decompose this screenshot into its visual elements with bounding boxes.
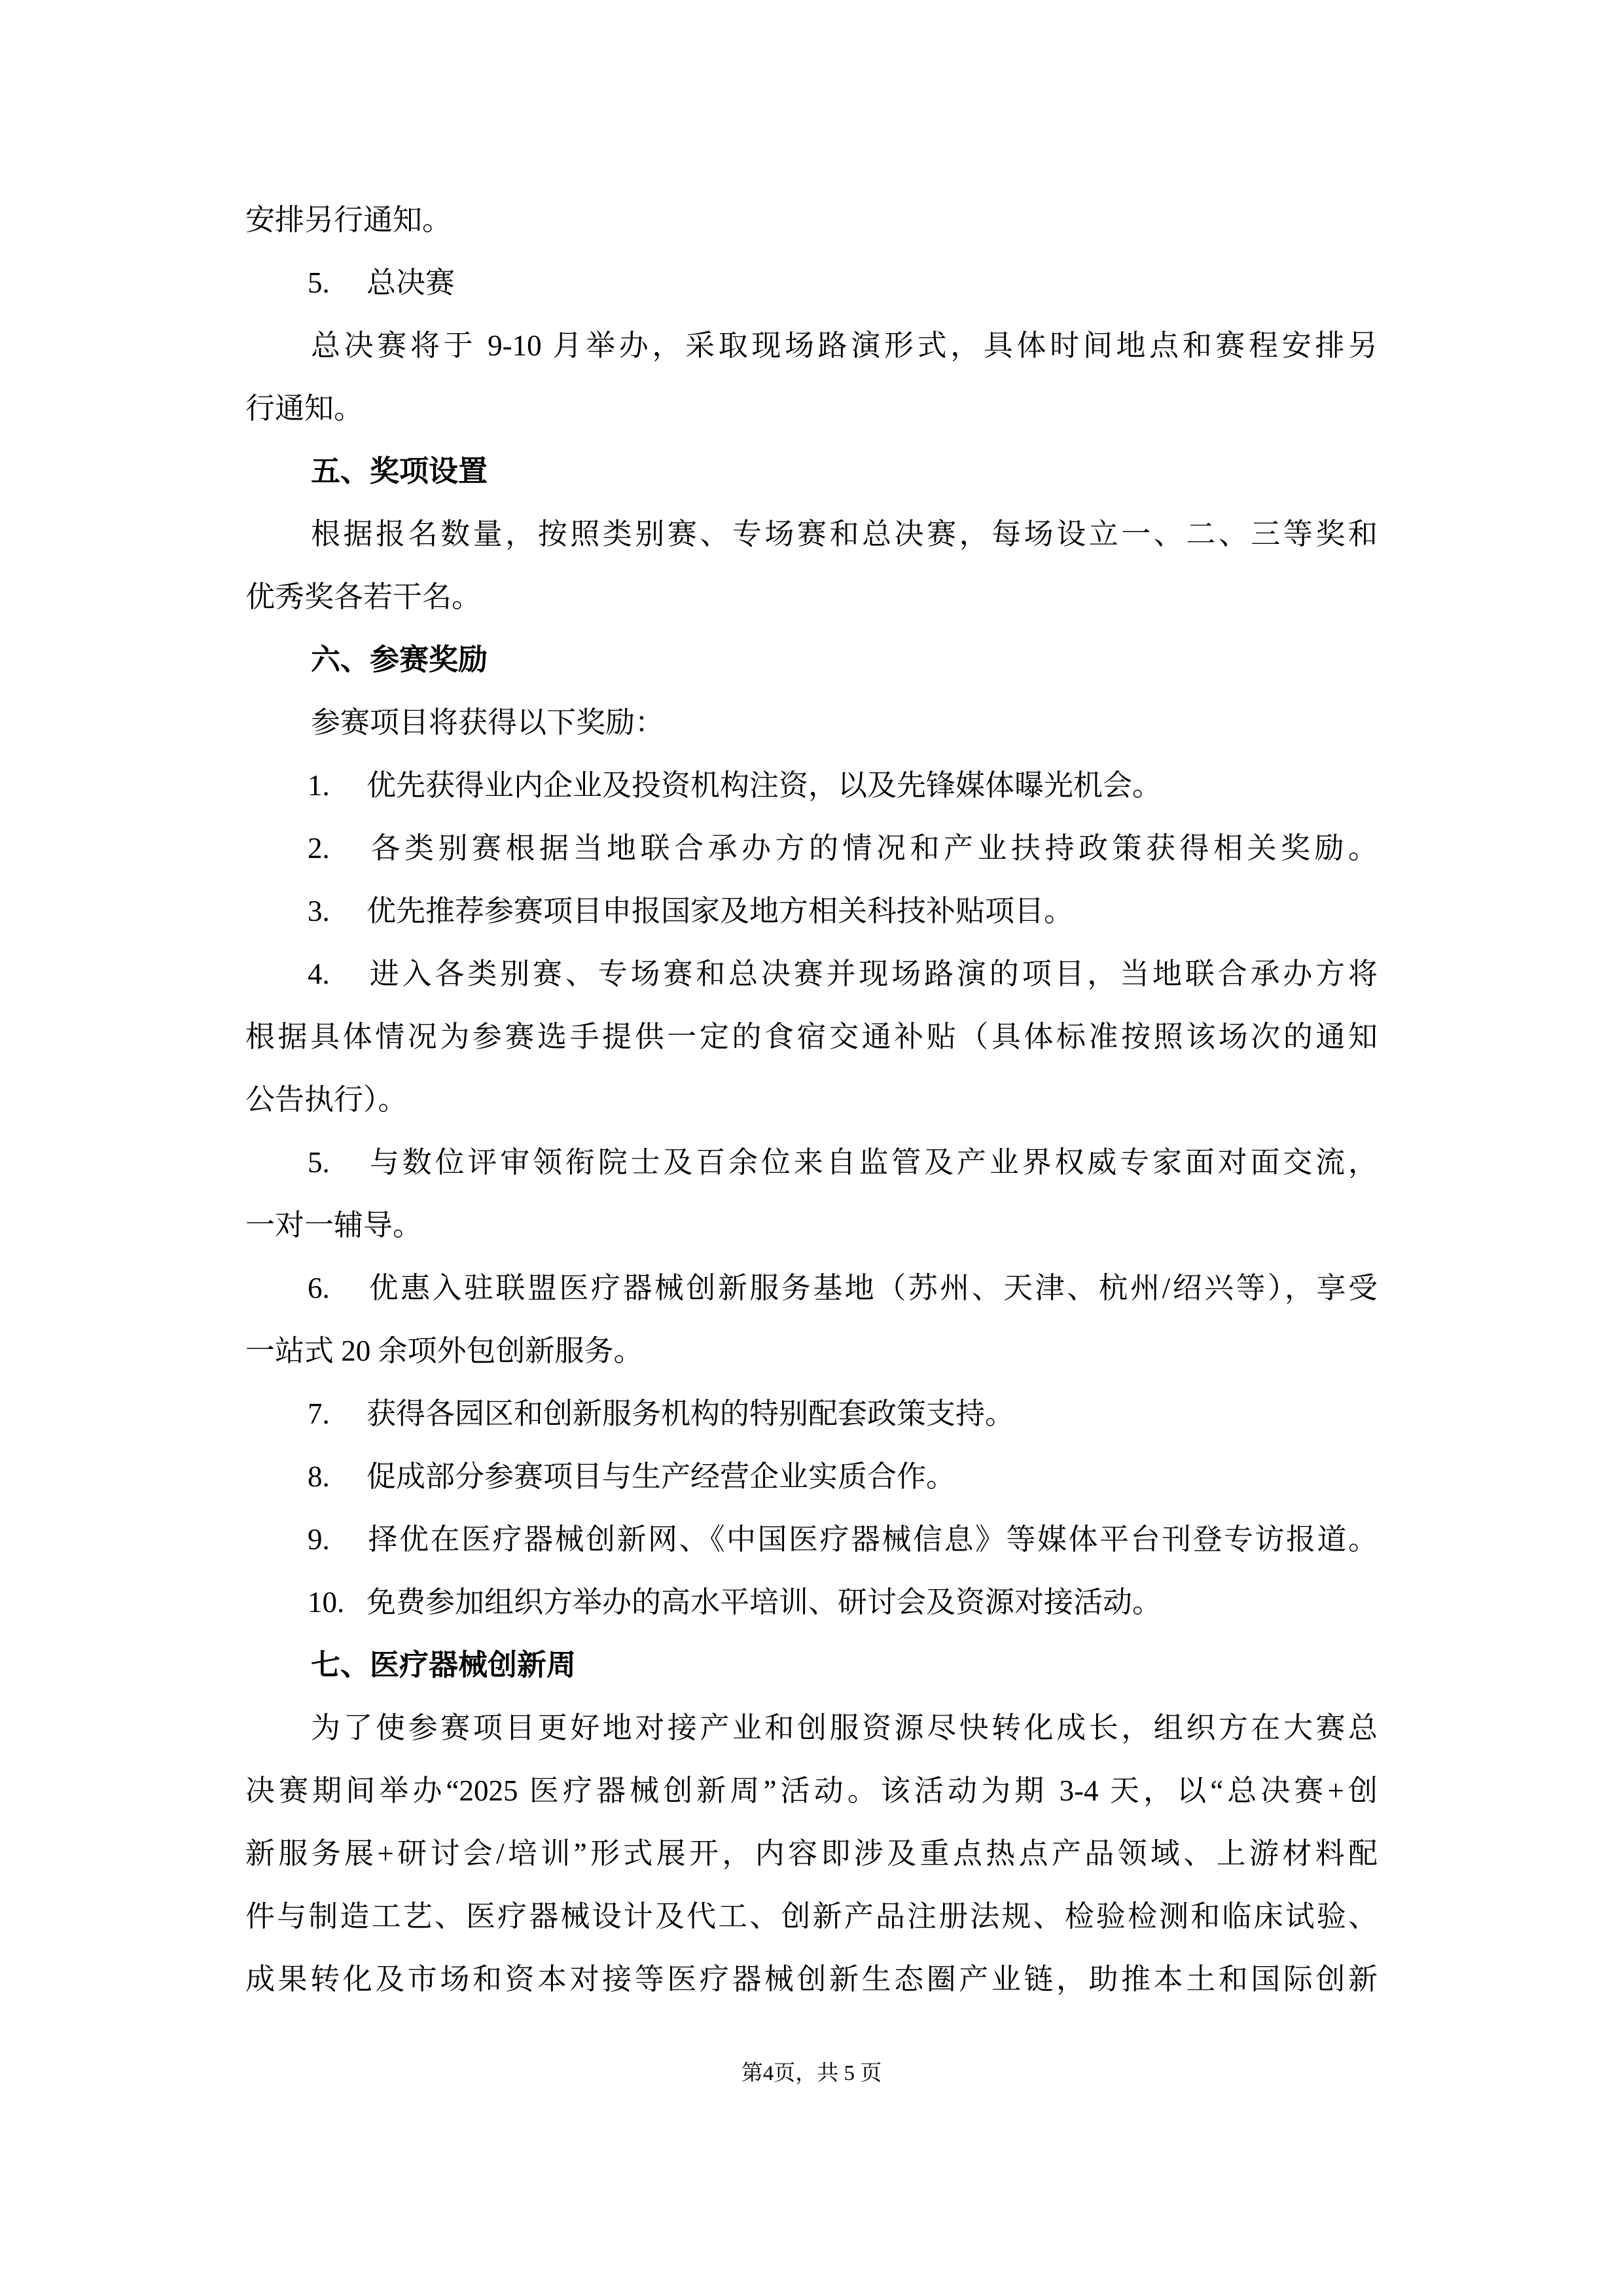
text-line: 优秀奖各若干名。 bbox=[245, 581, 482, 613]
list-item bbox=[245, 1445, 1378, 1508]
page-number: 第4页，共 5 页 bbox=[741, 2062, 882, 2085]
list-item-text: 择优在医疗器械创新网、《中国医疗器械信息》等媒体平台刊登专访报道。 bbox=[366, 1523, 1378, 1556]
list-item bbox=[245, 880, 1378, 942]
list-item bbox=[245, 251, 1378, 314]
text-line: 参赛项目将获得以下奖励： bbox=[311, 706, 665, 739]
text-line: 决赛期间举办“2025 医疗器械创新周”活动。该活动为期 3-4 天，以“总决赛+创 bbox=[245, 1774, 1378, 1807]
list-item-text: 优先推荐参赛项目申报国家及地方相关科技补贴项目。 bbox=[366, 895, 1074, 927]
list-item-number: 10. bbox=[308, 1586, 345, 1619]
list-item-number: 7. bbox=[308, 1397, 330, 1430]
list-item bbox=[245, 817, 1378, 880]
text-line: 新服务展+研讨会/培训”形式展开，内容即涉及重点热点产品领域、上游材料配 bbox=[245, 1837, 1378, 1870]
page-footer bbox=[0, 2054, 1623, 2093]
text-line: 成果转化及市场和资本对接等医疗器械创新生态圈产业链，助推本土和国际创新 bbox=[245, 1963, 1378, 1996]
text-line: 一对一辅导。 bbox=[245, 1209, 423, 1242]
list-item bbox=[245, 754, 1378, 817]
list-item-text: 获得各园区和创新服务机构的特别配套政策支持。 bbox=[366, 1397, 1015, 1430]
list-item bbox=[245, 1382, 1378, 1445]
list-item bbox=[245, 1131, 1378, 1194]
page-body bbox=[245, 188, 1378, 2011]
list-item-number: 5. bbox=[308, 1146, 330, 1179]
list-item-number: 3. bbox=[308, 895, 330, 927]
list-item-text: 各类别赛根据当地联合承办方的情况和产业扶持政策获得相关奖励。 bbox=[366, 832, 1378, 865]
section-heading: 七、医疗器械创新周 bbox=[311, 1648, 577, 1681]
list-item bbox=[245, 1508, 1378, 1571]
list-item-number: 6. bbox=[308, 1272, 330, 1304]
list-item-text: 优惠入驻联盟医疗器械创新服务基地（苏州、天津、杭州/绍兴等），享受 bbox=[366, 1272, 1378, 1304]
list-item bbox=[245, 1257, 1378, 1319]
text-line: 为了使参赛项目更好地对接产业和创服资源尽快转化成长，组织方在大赛总 bbox=[311, 1712, 1378, 1744]
list-item bbox=[245, 1571, 1378, 1634]
text-line: 总决赛将于 9-10 月举办，采取现场路演形式，具体时间地点和赛程安排另 bbox=[311, 329, 1378, 362]
list-item bbox=[245, 942, 1378, 1005]
text-line: 行通知。 bbox=[245, 392, 364, 425]
list-item-text: 优先获得业内企业及投资机构注资，以及先锋媒体曝光机会。 bbox=[366, 769, 1162, 802]
text-line: 一站式 20 余项外包创新服务。 bbox=[245, 1335, 643, 1367]
section-heading: 五、奖项设置 bbox=[311, 454, 488, 488]
list-item-text: 促成部分参赛项目与生产经营企业实质合作。 bbox=[366, 1460, 956, 1493]
section-heading: 六、参赛奖励 bbox=[311, 643, 488, 676]
text-line: 根据报名数量，按照类别赛、专场赛和总决赛，每场设立一、二、三等奖和 bbox=[311, 518, 1378, 550]
list-item-number: 4. bbox=[308, 958, 330, 990]
list-item-number: 1. bbox=[308, 769, 330, 802]
text-line: 件与制造工艺、医疗器械设计及代工、创新产品注册法规、检验检测和临床试验、 bbox=[245, 1900, 1378, 1933]
list-item-number: 5. bbox=[308, 266, 330, 299]
list-item-text: 总决赛 bbox=[366, 266, 455, 299]
list-item-text: 进入各类别赛、专场赛和总决赛并现场路演的项目，当地联合承办方将 bbox=[366, 958, 1378, 990]
text-line: 安排另行通知。 bbox=[245, 204, 452, 236]
list-item-text: 与数位评审领衔院士及百余位来自监管及产业界权威专家面对面交流， bbox=[366, 1146, 1378, 1179]
list-item-number: 8. bbox=[308, 1460, 330, 1493]
list-item-text: 免费参加组织方举办的高水平培训、研讨会及资源对接活动。 bbox=[366, 1586, 1162, 1619]
list-item-number: 9. bbox=[308, 1523, 330, 1556]
text-line: 根据具体情况为参赛选手提供一定的食宿交通补贴（具体标准按照该场次的通知 bbox=[245, 1020, 1378, 1053]
text-line: 公告执行）。 bbox=[245, 1083, 408, 1116]
list-item-number: 2. bbox=[308, 832, 330, 865]
